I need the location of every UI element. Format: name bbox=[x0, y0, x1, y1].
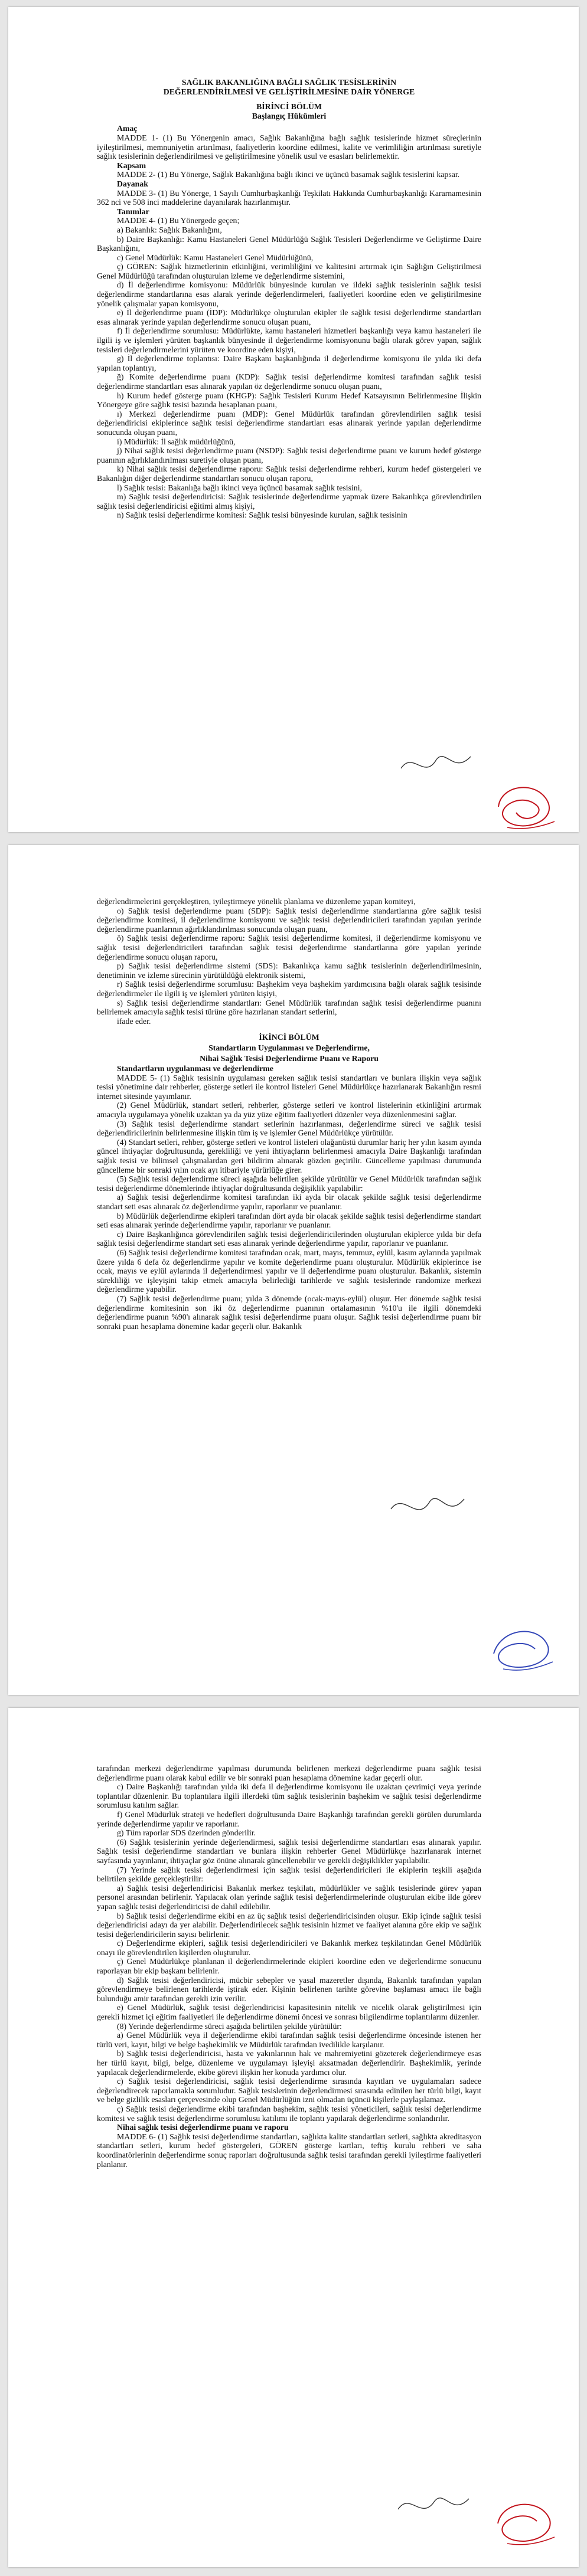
part-1-subheading: Başlangıç Hükümleri bbox=[252, 111, 327, 120]
paragraph: b) Sağlık tesisi değerlendiricisi, hasta ve yakınlarının hak ve mahremiyetini gözeterek değerlendirmeye esas her türlü kayıt, bilgi, belge, düzenleme ve uygulamayı işleyişi aksatmadan değerlendirir. Başhekimlik, yerinde yapılacak değerlendirmelerde, ekibe görevi ilişkin her konuda yardımcı olur. bbox=[97, 2049, 481, 2077]
page-3-text bbox=[97, 1764, 481, 2169]
paragraph: e) İl değerlendirme puanı (İDP): Müdürlükçe oluşturulan ekipler ile sağlık tesisi değerlendirme standartları esas alınarak yerinde yapılan değerlendirme sonucu oluşan puanı, bbox=[97, 308, 481, 326]
paragraph: s) Sağlık tesisi değerlendirme standartları: Genel Müdürlük tarafından sağlık tesisi değerlendirme puanını belirlemek amacıyla sağlık tesisi türüne göre hazırlanan standart setlerini, bbox=[97, 998, 481, 1017]
paragraph: c) Değerlendirme ekipleri, sağlık tesisi değerlendiricileri ve Bakanlık merkez teşkilatından Genel Müdürlük onayı ile görevlendirilen kişilerden oluşturulur. bbox=[97, 1939, 481, 1957]
section-heading: Standartların uygulanması ve değerlendirme bbox=[117, 1064, 273, 1073]
paragraph: f) İl değerlendirme sorumlusu: Müdürlükte, kamu hastaneleri hizmetleri başkanlığı veya kamu hastaneleri ile ilgili iş ve işlemleri yürüten başkanlık bünyesinde il değerlendirme komisyonunu bağlı olarak görev yapan, sağlık tesisleri değerlendirmelerini yürüten ve koordine eden kişiyi, bbox=[97, 326, 481, 354]
paragraph: MADDE 1- (1) Bu Yönergenin amacı, Sağlık Bakanlığına bağlı sağlık tesislerinde hizmet süreçlerinin iyileştirilmesi, memnuniyetin artırılması, faaliyetlerin koordine edilmesi, kalite ve verimliliğin artırılması suretiyle sağlık tesislerinin değerlendirilmesi ve geliştirilmesine yönelik usul ve esasları belirlemektir. bbox=[97, 133, 481, 161]
part-1-heading: BİRİNCİ BÖLÜM bbox=[256, 102, 322, 112]
paragraph: MADDE 5- (1) Sağlık tesisinin uygulaması gereken sağlık tesisi standartları ve bunlara ilişkin veya sağlık tesisi yönetimine dair rehberler, gösterge setleri ile kontrol listeleri Genel Müdürlükçe hazırlanarak Bakanlığın resmi internet sitesinde yayımlanır. bbox=[97, 1073, 481, 1101]
paragraph: tarafından merkezi değerlendirme yapılması durumunda belirlenen merkezi değerlendirme puanı sağlık tesisi değerlendirme puanı olarak kabul edilir ve bir sonraki puan hesaplama dönemine kadar geçerli olur. bbox=[97, 1764, 481, 1782]
paragraph: ö) Sağlık tesisi değerlendirme raporu: Sağlık tesisi değerlendirme komitesi, il değerlendirme komisyonu ve sağlık tesisi değerlendiricileri tarafından sağlık tesisi değerlendirme standartlarına göre yapılan yerinde değerlendirme sonucu oluşan raporu, bbox=[97, 934, 481, 961]
paragraph: MADDE 4- (1) Bu Yönergede geçen; bbox=[117, 216, 240, 225]
paragraph: (8) Yerinde değerlendirme süreci aşağıda belirtilen şekilde yürütülür: bbox=[117, 2021, 342, 2031]
handwritten-signature bbox=[490, 771, 560, 832]
signature-scribble bbox=[395, 739, 478, 786]
document-title-line-1: SAĞLIK BAKANLIĞINA BAĞLI SAĞLIK TESİSLERİNİN bbox=[181, 78, 397, 87]
paragraph: MADDE 6- (1) Sağlık tesisi değerlendirme standartları, sağlıkta kalite standartları setleri, sağlıkta akreditasyon standartları setleri, kurum hedef göstergeleri, GÖREN gösterge kartları, teftiş kurulu rehberi ve saha koordinatörlerinin değerlendirme sonuç raporları doğrultusunda sağlık tesisi tarafından gerekli iyileştirme faaliyetleri planlanır. bbox=[97, 2132, 481, 2169]
spacer bbox=[97, 1026, 481, 1032]
signature-scribble bbox=[392, 2481, 475, 2528]
paragraph: i) Müdürlük: İl sağlık müdürlüğünü, bbox=[117, 437, 236, 446]
document-page-2 bbox=[8, 845, 579, 1695]
chapter-heading: İKİNCİ BÖLÜM bbox=[259, 1033, 319, 1042]
paragraph: a) Genel Müdürlük veya il değerlendirme ekibi tarafından sağlık tesisi değerlendirme öncesinde istenen her türlü veri, kayıt, bilgi ve belge başhekimlik ve Müdürlük tarafından ivedilikle karşılanır. bbox=[97, 2031, 481, 2049]
page-2-text bbox=[97, 897, 481, 1331]
paragraph: f) Genel Müdürlük strateji ve hedefleri doğrultusunda Daire Başkanlığı tarafından gerekli görülen durumlarda yerinde değerlendirme yapılır ve raporlanır. bbox=[97, 1809, 481, 1828]
paragraph: l) Sağlık tesisi: Bakanlığa bağlı ikinci veya üçüncü basamak sağlık tesisini, bbox=[117, 483, 362, 492]
paragraph: a) Sağlık tesisi değerlendirme komitesi tarafından iki ayda bir olacak şekilde sağlık tesisi değerlendirme standart seti esas alınarak öz değerlendirme yapılır, raporlanır ve puanlanır. bbox=[97, 1193, 481, 1211]
section-heading: Amaç bbox=[117, 124, 138, 133]
paragraph: (6) Sağlık tesislerinin yerinde değerlendirmesi, sağlık tesisi değerlendirme standartları esas alınarak yapılır. Sağlık tesisi değerlendirme standartları ve bunlara ilişkin rehberler Genel Müdürlükçe hazırlanarak internet sayfasında yayınlanır, ihtiyaçlar göz önüne alınarak güncellenebilir ve gerekli değişiklikler yapılabilir. bbox=[97, 1837, 481, 1865]
paragraph: a) Bakanlık: Sağlık Bakanlığını, bbox=[117, 225, 222, 234]
paragraph: k) Nihai sağlık tesisi değerlendirme raporu: Sağlık tesisi değerlendirme rehberi, kurum hedef göstergeleri ve Bakanlığın diğer değerlendirme standartları sonucu oluşan raporu, bbox=[97, 464, 481, 483]
section-heading: Dayanak bbox=[117, 179, 148, 188]
paragraph: c) Sağlık tesisi değerlendiricisi, sağlık tesisi değerlendirme sırasında kayıtları ve uygulamaları sadece değerlendirecek raporlamakla sorumludur. Sağlık tesislerinin değerlendirmesi sırasında edinilen her türlü bilgi, kayıt ve belge gizlilik esasları çerçevesinde olup Genel Müdürlüğün izni olmadan üçüncü kişilerle paylaşılamaz. bbox=[97, 2077, 481, 2104]
page-2-body bbox=[97, 897, 481, 1331]
document-page-1 bbox=[8, 7, 579, 832]
paragraph: (6) Sağlık tesisi değerlendirme komitesi tarafından ocak, mart, mayıs, temmuz, eylül, kasım aylarında yapılmak üzere yılda 6 defa öz değerlendirme yapılır ve komite değerlendirme puanı oluşturulur. Müdürlük ekiplerince ise ocak, mayıs ve eylül aylarında il değerlendirmesi yapılır ve il değerlendirme puanı oluşturulur. Bakanlık, sistemin sürekliliği ve işleyişini takip etmek amacıyla belirlediği tarihlerde ve sağlık tesislerinde randomize merkezi değerlendirme yapabilir. bbox=[97, 1248, 481, 1294]
paragraph: d) İl değerlendirme komisyonu: Müdürlük bünyesinde kurulan ve ildeki sağlık tesislerinin sağlık tesisi değerlendirme standartlarına esas alarak yerinde değerlendirmeleri, faaliyetleri koordine eden ve geliştirilmesine yönelik çalışmalar yapan komisyonu, bbox=[97, 280, 481, 308]
paragraph: j) Nihai sağlık tesisi değerlendirme puanı (NSDP): Sağlık tesisi değerlendirme puanı ve kurum hedef gösterge puanının ağırlıklandırılması suretiyle oluşan puanı, bbox=[97, 446, 481, 464]
paragraph: ğ) Komite değerlendirme puanı (KDP): Sağlık tesisi değerlendirme komitesi tarafından sağlık tesisi değerlendirme standartları esas alınarak yapılan öz değerlendirme sonucu oluşan puanı, bbox=[97, 372, 481, 391]
paragraph: r) Sağlık tesisi değerlendirme sorumlusu: Başhekim veya başhekim yardımcısına bağlı olarak sağlık tesisinde değerlendirmeler ile ilgili iş ve işlemleri yürüten kişiyi, bbox=[97, 980, 481, 998]
paragraph: (7) Yerinde sağlık tesisi değerlendirmesi için sağlık tesisi değerlendiricileri ile ekiplerin teşkili aşağıda belirtilen şekilde gerçekleştirilir: bbox=[97, 1865, 481, 1884]
paragraph: ç) Sağlık tesisi değerlendirme ekibi tarafından başhekim, sağlık tesisi yöneticileri, sağlık tesisi değerlendirme komitesi ve sağlık tesisi değerlendirme sorumlusu katılımı ile toplantı yapılarak değerlendirme sonlandırılır. bbox=[97, 2104, 481, 2123]
paragraph: b) Daire Başkanlığı: Kamu Hastaneleri Genel Müdürlüğü Sağlık Tesisleri Değerlendirme ve Geliştirme Daire Başkanlığını, bbox=[97, 234, 481, 253]
paragraph: e) Genel Müdürlük, sağlık tesisi değerlendiricisi kapasitesinin nitelik ve nicelik olarak geliştirilmesi için gerekli hizmet içi eğitim faaliyetleri ile değerlendirme dönemi öncesi ve sonrası bilgilendirme toplantılarını düzenler. bbox=[97, 2003, 481, 2022]
paragraph: (2) Genel Müdürlük, standart setleri, rehberler, gösterge setleri ve kontrol listelerinin etkinliğini artırmak amacıyla uygulamaya yönelik uzaktan ya da yüz yüze eğitim faaliyetleri düzenler veya düzenlenmesini sağlar. bbox=[97, 1101, 481, 1120]
paragraph: ç) GÖREN: Sağlık hizmetlerinin etkinliğini, verimliliğini ve kalitesini artırmak için Sağlığın Geliştirilmesi Genel Müdürlüğü tarafından oluşturulan izleme ve değerlendirme sistemini, bbox=[97, 262, 481, 280]
paragraph: p) Sağlık tesisi değerlendirme sistemi (SDS): Bakanlıkça kamu sağlık tesislerinin değerlendirilmesinin, denetiminin ve izleme sürecinin yürütüldüğü elektronik sistemi, bbox=[97, 961, 481, 980]
page-3-body bbox=[97, 1764, 481, 2169]
paragraph: c) Daire Başkanlığınca görevlendirilen sağlık tesisi değerlendiricilerinden oluşturulan ekiplerce yılda bir defa sağlık tesisi değerlendirme standart seti esas alınarak yerinde değerlendirme yapılır, raporlanır ve puanlanır. bbox=[97, 1229, 481, 1248]
paragraph: c) Genel Müdürlük: Kamu Hastaneleri Genel Müdürlüğünü, bbox=[117, 253, 314, 262]
chapter-heading: Standartların Uygulanması ve Değerlendirme, bbox=[208, 1043, 370, 1052]
paragraph: h) Kurum hedef gösterge puanı (KHGP): Sağlık Tesisleri Kurum Hedef Katsayısının Belirlenmesine İlişkin Yönergeye göre sağlık tesisi bazında hesaplanan puanı, bbox=[97, 391, 481, 410]
paragraph: MADDE 2- (1) Bu Yönerge, Sağlık Bakanlığına bağlı ikinci ve üçüncü basamak sağlık tesislerini kapsar. bbox=[117, 170, 460, 179]
paragraph: m) Sağlık tesisi değerlendiricisi: Sağlık tesislerinde değerlendirme yapmak üzere Bakanlıkça görevlendirilen sağlık tesisi değerlendiricisi eğitimi almış kişiyi, bbox=[97, 492, 481, 510]
paragraph: MADDE 3- (1) Bu Yönerge, 1 Sayılı Cumhurbaşkanlığı Teşkilatı Hakkında Cumhurbaşkanlığı Kararnamesinin 362 nci ve 508 inci maddelerine dayanılarak hazırlanmıştır. bbox=[97, 188, 481, 207]
paragraph: değerlendirmelerini gerçekleştiren, iyileştirmeye yönelik planlama ve düzenleme yapan komiteyi, bbox=[97, 897, 416, 906]
paragraph: ı) Merkezi değerlendirme puanı (MDP): Genel Müdürlük tarafından görevlendirilen sağlık tesisi değerlendiricisi ekiplerince sağlık tesisi değerlendirme standartları esas alınarak yerinde yapılan değerlendirme sonucunda oluşan puanı, bbox=[97, 409, 481, 437]
paragraph: c) Daire Başkanlığı tarafından yılda iki defa il değerlendirme komisyonu ile uzaktan çevrimiçi veya yerinde toplantılar düzenlenir. Bu toplantılara ilgili illerdeki tüm sağlık tesislerinin başhekim ve sağlık tesisi değerlendirme sorumlusu katılım sağlar. bbox=[97, 1782, 481, 1810]
paragraph: g) İl değerlendirme toplantısı: Daire Başkanı başkanlığında il değerlendirme komisyonu ile yılda iki defa yapılan toplantıyı, bbox=[97, 354, 481, 372]
paragraph: g) Tüm raporlar SDS üzerinden gönderilir. bbox=[117, 1828, 256, 1838]
paragraph: ç) Genel Müdürlükçe planlanan il değerlendirmelerinde ekipleri koordine eden ve değerlendirme sonucunu raporlayan bir ekip başkanı belirlenir. bbox=[97, 1957, 481, 1976]
page-1-body bbox=[97, 124, 481, 520]
paragraph: d) Sağlık tesisi değerlendiricisi, mücbir sebepler ve yasal mazeretler dışında, Bakanlık tarafından yapılan görevlendirmeye belirlenen tarihlerde iştirak eder. Kişinin belirlenen tarihte görevine başlaması amacı ile bağlı bulunduğu amir tarafından gerekli izin verilir. bbox=[97, 1975, 481, 2003]
section-heading: Nihai sağlık tesisi değerlendirme puanı ve raporu bbox=[117, 2123, 289, 2132]
document-title-line-2: DEĞERLENDİRİLMESİ VE GELİŞTİRİLMESİNE DAİR YÖNERGE bbox=[163, 87, 415, 96]
paragraph: a) Sağlık tesisi değerlendiricisi Bakanlık merkez teşkilatı, müdürlükler ve sağlık tesislerinde görev yapan personel arasından belirlenir. Yapılacak olan yerinde sağlık tesisi değerlendirmelerinde oluşturulan ekibe ilde görev yapan sağlık tesisi değerlendiricisi de dahil edilebilir. bbox=[97, 1883, 481, 1911]
paragraph: (5) Sağlık tesisi değerlendirme süreci aşağıda belirtilen şekilde yürütülür ve Genel Müdürlük tarafından sağlık tesisi değerlendirme dönemlerinde ihtiyaçlar doğrultusunda değişiklik yapılabilir: bbox=[97, 1174, 481, 1193]
document-page-3 bbox=[8, 1708, 579, 2567]
paragraph: b) Müdürlük değerlendirme ekipleri tarafından dört ayda bir olacak şekilde sağlık tesisi değerlendirme standart seti esas alınarak yerinde değerlendirme yapılır, raporlanır ve puanlanır. bbox=[97, 1211, 481, 1230]
handwritten-signature bbox=[487, 1612, 557, 1683]
paragraph: (7) Sağlık tesisi değerlendirme puanı; yılda 3 dönemde (ocak-mayıs-eylül) oluşur. Her dönemde sağlık tesisi değerlendirme komitesinin son iki öz değerlendirme puanının ortalamasının %10'u ile ilgili dönemdeki değerlendirme puanın %90'ı alınarak sağlık tesisi değerlendirme puanı oluşur. Sağlık tesisi değerlendirme puanı bir sonraki puan hesaplama dönemine kadar geçerli olur. Bakanlık bbox=[97, 1294, 481, 1331]
section-heading: Tanımlar bbox=[117, 207, 149, 216]
paragraph: o) Sağlık tesisi değerlendirme puanı (SDP): Sağlık tesisi değerlendirme standartlarına göre sağlık tesisi değerlendirme komitesi, il değerlendirme komisyonu ve sağlık tesisi değerlendiricileri tarafından yapılan yerinde değerlendirme puanlarının ağırlıklandırılması sonucunda oluşan puanı, bbox=[97, 906, 481, 934]
paragraph: n) Sağlık tesisi değerlendirme komitesi: Sağlık tesisi bünyesinde kurulan, sağlık tesisinin bbox=[117, 510, 407, 520]
paragraph: (3) Sağlık tesisi değerlendirme standart setlerinin hazırlanması, değerlendirme süreci ve sağlık tesisi değerlendiricilerinin belirlenmesine ilişkin tüm iş ve işlemler Genel Müdürlükçe yürütülür. bbox=[97, 1119, 481, 1138]
paragraph: (4) Standart setleri, rehber, gösterge setleri ve kontrol listeleri olağanüstü durumlar hariç her yılın kasım ayında güncel ihtiyaçlar doğrultusunda, gerekliliği ve yeni ihtiyaçların belirlenmesi amacıyla Daire Başkanlığı tarafından sağlık tesisi ve bilimsel çalışmalardan geri bildirim alınarak gözden geçirilir. Güncelleme yapılması durumunda güncelleme bir sonraki yılın ocak ayı itibariyle yürürlüğe girer. bbox=[97, 1137, 481, 1174]
paragraph: ifade eder. bbox=[117, 1016, 151, 1026]
chapter-heading: Nihai Sağlık Tesisi Değerlendirme Puanı ve Raporu bbox=[200, 1053, 379, 1063]
page-1-text bbox=[97, 78, 481, 520]
handwritten-signature bbox=[490, 2487, 560, 2558]
signature-scribble bbox=[386, 1482, 469, 1530]
paragraph: b) Sağlık tesisi değerlendirme ekibi en az üç sağlık tesisi değerlendiricisinden oluşur. Ekip içinde sağlık tesisi değerlendiricisi adayı da yer alabilir. Değerlendirilecek sağlık tesisinin hizmet ve faaliyet alanına göre ekip ve sağlık tesisi değerlendiricilerin sayısı belirlenir. bbox=[97, 1911, 481, 1939]
section-heading: Kapsam bbox=[117, 161, 146, 170]
